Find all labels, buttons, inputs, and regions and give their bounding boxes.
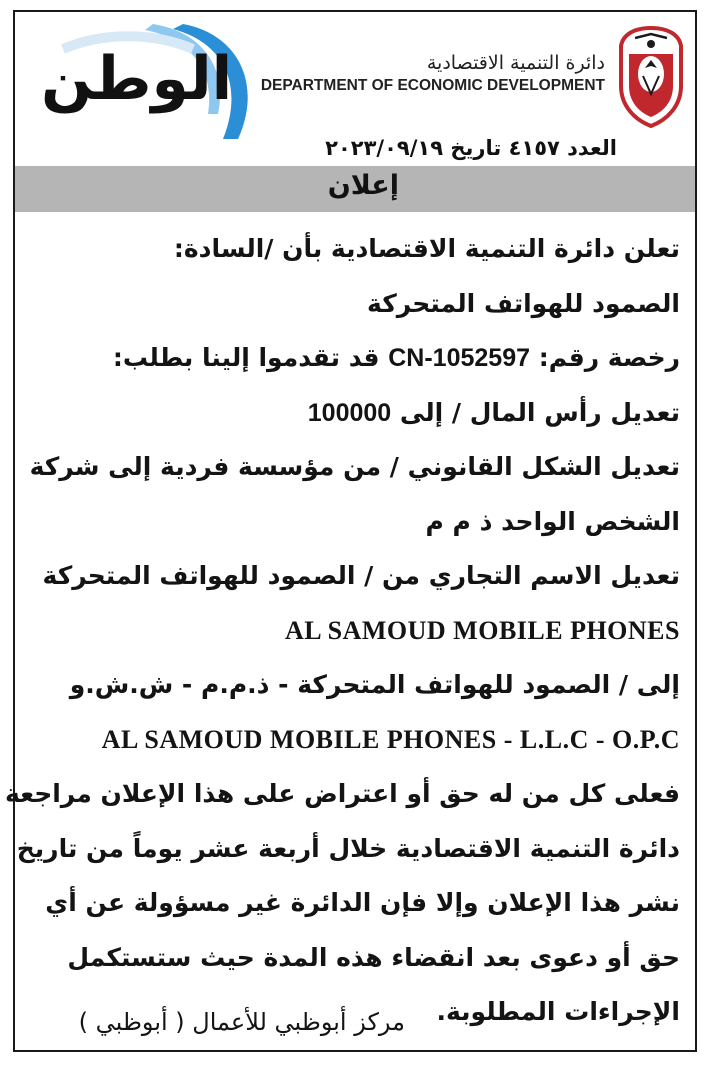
newspaper-logo-text: الوطن (41, 44, 233, 114)
body-line: تعديل الشكل القانوني / من مؤسسة فردية إلى شركة (29, 452, 680, 481)
body-line: حق أو دعوى بعد انقضاء هذه المدة حيث ستستكمل (67, 942, 680, 972)
capital-label: تعديل رأس المال / إلى (391, 397, 680, 427)
department-name-ar: دائرة التنمية الاقتصادية (426, 52, 605, 74)
old-trade-name-en: AL SAMOUD MOBILE PHONES (284, 615, 680, 645)
license-suffix: قد تقدموا إلينا بطلب: (112, 343, 389, 372)
header (15, 12, 695, 137)
issue-number-date: العدد ٤١٥٧ تاريخ ٢٠٢٣/٠٩/١٩ (325, 136, 617, 160)
body-line: الشخص الواحد ذ م م (425, 506, 680, 536)
license-label: رخصة رقم: (530, 343, 680, 372)
capital-line (30, 386, 680, 441)
body-line: إلى / الصمود للهواتف المتحركة - ذ.م.م - ش.ش.و (69, 670, 680, 699)
signature-line: مركز أبوظبي للأعمال ( أبوظبي ) (78, 1008, 405, 1036)
capital-amount: 100000 (307, 398, 392, 427)
body-line: فعلى كل من له حق أو اعتراض على هذا الإعلان مراجعة (4, 779, 680, 808)
body-line: الإجراءات المطلوبة. (436, 997, 680, 1026)
company-name-ar: الصمود للهواتف المتحركة (367, 288, 680, 318)
newspaper-logo (33, 24, 263, 139)
department-name-en: DEPARTMENT OF ECONOMIC DEVELOPMENT (260, 77, 605, 94)
body-line: دائرة التنمية الاقتصادية خلال أربعة عشر يوماً من تاريخ (16, 833, 680, 863)
abu-dhabi-falcon-emblem-icon (615, 24, 687, 129)
announcement-body (4, 222, 680, 1040)
body-line: نشر هذا الإعلان وإلا فإن الدائرة غير مسؤولة عن أي (45, 888, 680, 917)
license-number: CN-1052597 (388, 344, 531, 372)
department-name (261, 50, 605, 96)
new-trade-name-en: AL SAMOUD MOBILE PHONES - L.L.C - O.P.C (101, 724, 680, 754)
license-line (30, 331, 680, 386)
body-line: تعلن دائرة التنمية الاقتصادية بأن /السادة: (173, 234, 680, 263)
title-bar (15, 166, 695, 212)
body-line: تعديل الاسم التجاري من / الصمود للهواتف المتحركة (42, 561, 680, 590)
announcement-frame (4, 10, 697, 1052)
announcement-title: إعلان (327, 170, 399, 201)
